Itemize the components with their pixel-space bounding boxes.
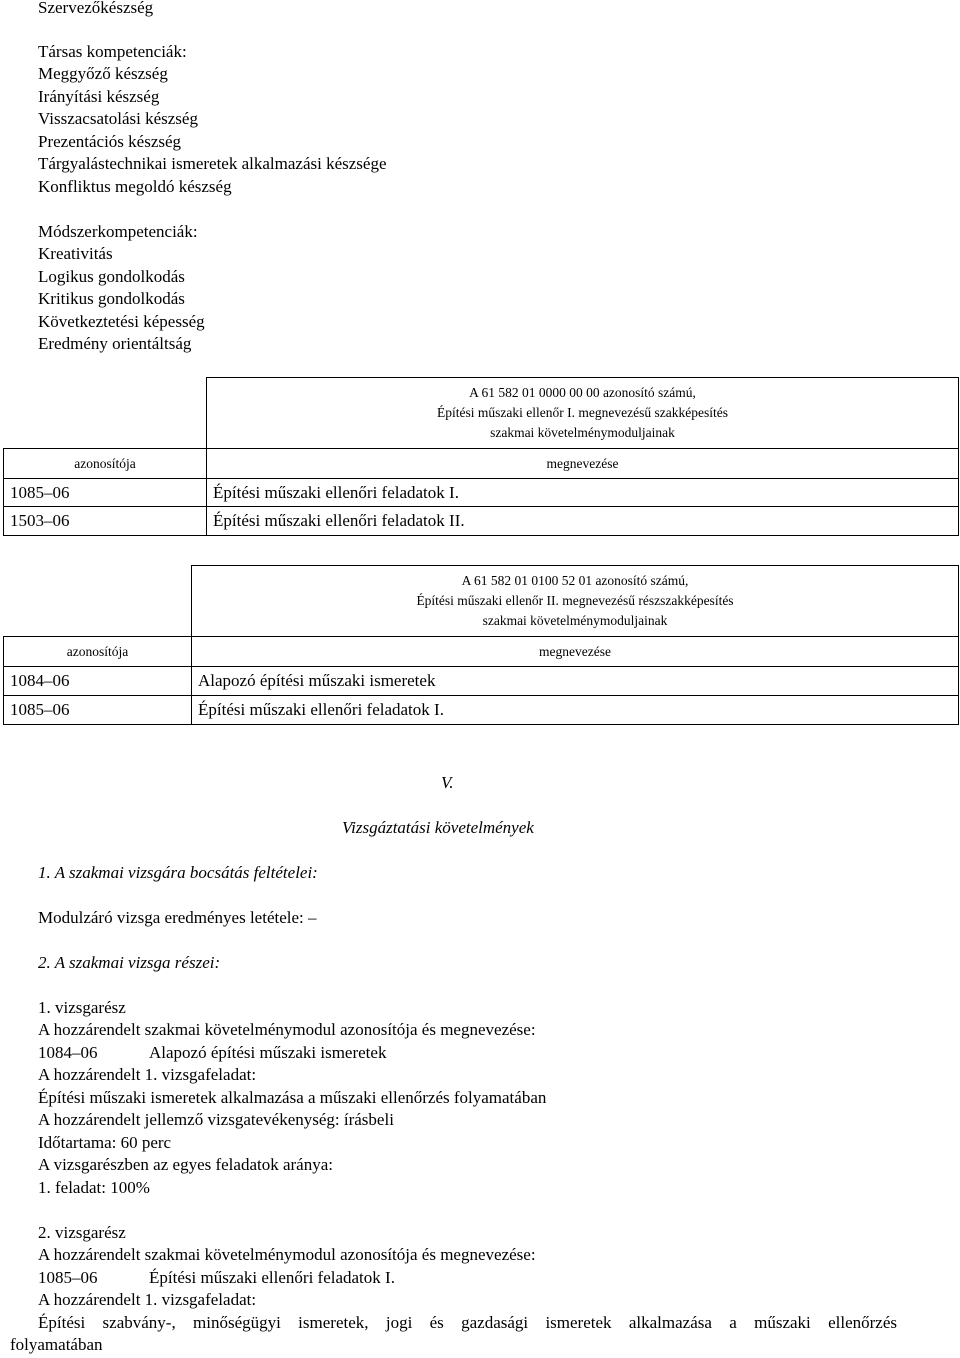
section-title: Vizsgáztatási követelmények bbox=[342, 818, 534, 837]
part1-ratio-label: A vizsgarészben az egyes feladatok aránya: bbox=[38, 1155, 333, 1174]
table-corner bbox=[4, 378, 207, 449]
header-line: Építési műszaki ellenőr I. megnevezésű szakképesítés bbox=[437, 405, 728, 420]
social-item: Meggyőző készség bbox=[38, 64, 168, 83]
header-line: szakmai követelménymoduljainak bbox=[490, 425, 675, 440]
method-item: Kritikus gondolkodás bbox=[38, 289, 185, 308]
module-id: 1085–06 bbox=[4, 696, 192, 725]
method-item: Logikus gondolkodás bbox=[38, 267, 185, 286]
heading-szervezokeszseg: Szervezőkészség bbox=[38, 0, 154, 17]
part2-module-name: Építési műszaki ellenőri feladatok I. bbox=[149, 1268, 395, 1287]
table-row bbox=[4, 667, 959, 696]
table-row bbox=[4, 696, 959, 725]
module-table-1 bbox=[3, 377, 959, 536]
table-corner bbox=[4, 566, 192, 637]
part1-duration: Időtartama: 60 perc bbox=[38, 1133, 172, 1152]
module-name: Építési műszaki ellenőri feladatok I. bbox=[207, 479, 959, 507]
header-line: A 61 582 01 0000 00 00 azonosító számú, bbox=[469, 385, 696, 400]
module-name: Építési műszaki ellenőri feladatok II. bbox=[207, 507, 959, 536]
part1-module-name: Alapozó építési műszaki ismeretek bbox=[149, 1043, 387, 1062]
column-header-id: azonosítója bbox=[4, 449, 207, 479]
subsection-2-title: 2. A szakmai vizsga részei: bbox=[38, 953, 221, 972]
method-competences-title: Módszerkompetenciák: bbox=[38, 222, 198, 241]
part1-ratio: 1. feladat: 100% bbox=[38, 1178, 150, 1197]
part2-assigned-label: A hozzárendelt szakmai követelménymodul azonosítója és megnevezése: bbox=[38, 1245, 536, 1264]
module-id: 1085–06 bbox=[4, 479, 207, 507]
header-line: A 61 582 01 0100 52 01 azonosító számú, bbox=[461, 573, 689, 588]
social-item: Visszacsatolási készség bbox=[38, 109, 198, 128]
social-item: Irányítási készség bbox=[38, 87, 160, 106]
part2-title: 2. vizsgarész bbox=[38, 1223, 126, 1242]
part1-assigned-label: A hozzárendelt szakmai követelménymodul azonosítója és megnevezése: bbox=[38, 1020, 536, 1039]
module-name: Alapozó építési műszaki ismeretek bbox=[192, 667, 959, 696]
social-item: Konfliktus megoldó készség bbox=[38, 177, 232, 196]
module-name: Építési műszaki ellenőri feladatok I. bbox=[192, 696, 959, 725]
social-item: Prezentációs készség bbox=[38, 132, 182, 151]
column-header-name: megnevezése bbox=[192, 637, 959, 667]
method-item: Következtetési képesség bbox=[38, 312, 205, 331]
table-header bbox=[192, 566, 959, 637]
part1-title: 1. vizsgarész bbox=[38, 998, 126, 1017]
column-header-id: azonosítója bbox=[4, 637, 192, 667]
method-item: Kreativitás bbox=[38, 244, 113, 263]
header-line: Építési műszaki ellenőr II. megnevezésű részszakképesítés bbox=[416, 593, 734, 608]
subsection-1-title: 1. A szakmai vizsgára bocsátás feltételei: bbox=[38, 863, 318, 882]
module-id: 1503–06 bbox=[4, 507, 207, 536]
part1-activity: A hozzárendelt jellemző vizsgatevékenység: írásbeli bbox=[38, 1110, 394, 1129]
header-line: szakmai követelménymoduljainak bbox=[482, 613, 668, 628]
part1-task-label: A hozzárendelt 1. vizsgafeladat: bbox=[38, 1065, 257, 1084]
part2-task-text-line1: Építési szabvány-, minőségügyi ismeretek, jogi és gazdasági ismeretek alkalmazása a műszaki ellenőrzés bbox=[38, 1313, 897, 1332]
table-header bbox=[207, 378, 959, 449]
part2-task-label: A hozzárendelt 1. vizsgafeladat: bbox=[38, 1290, 257, 1309]
part2-module-id: 1085–06 bbox=[38, 1268, 98, 1287]
part2-task-text-line2: folyamatában bbox=[10, 1335, 103, 1354]
social-competences-title: Társas kompetenciák: bbox=[38, 42, 187, 61]
section-number: V. bbox=[441, 773, 454, 792]
column-header-name: megnevezése bbox=[207, 449, 959, 479]
modul-exam-condition: Modulzáró vizsga eredményes letétele: – bbox=[38, 908, 317, 927]
part1-module-id: 1084–06 bbox=[38, 1043, 98, 1062]
table-row bbox=[4, 479, 959, 507]
social-item: Tárgyalástechnikai ismeretek alkalmazási készsége bbox=[38, 154, 387, 173]
module-id: 1084–06 bbox=[4, 667, 192, 696]
method-item: Eredmény orientáltság bbox=[38, 334, 192, 353]
part1-task-text: Építési műszaki ismeretek alkalmazása a műszaki ellenőrzés folyamatában bbox=[38, 1088, 547, 1107]
module-table-2 bbox=[3, 565, 959, 725]
table-row bbox=[4, 507, 959, 536]
